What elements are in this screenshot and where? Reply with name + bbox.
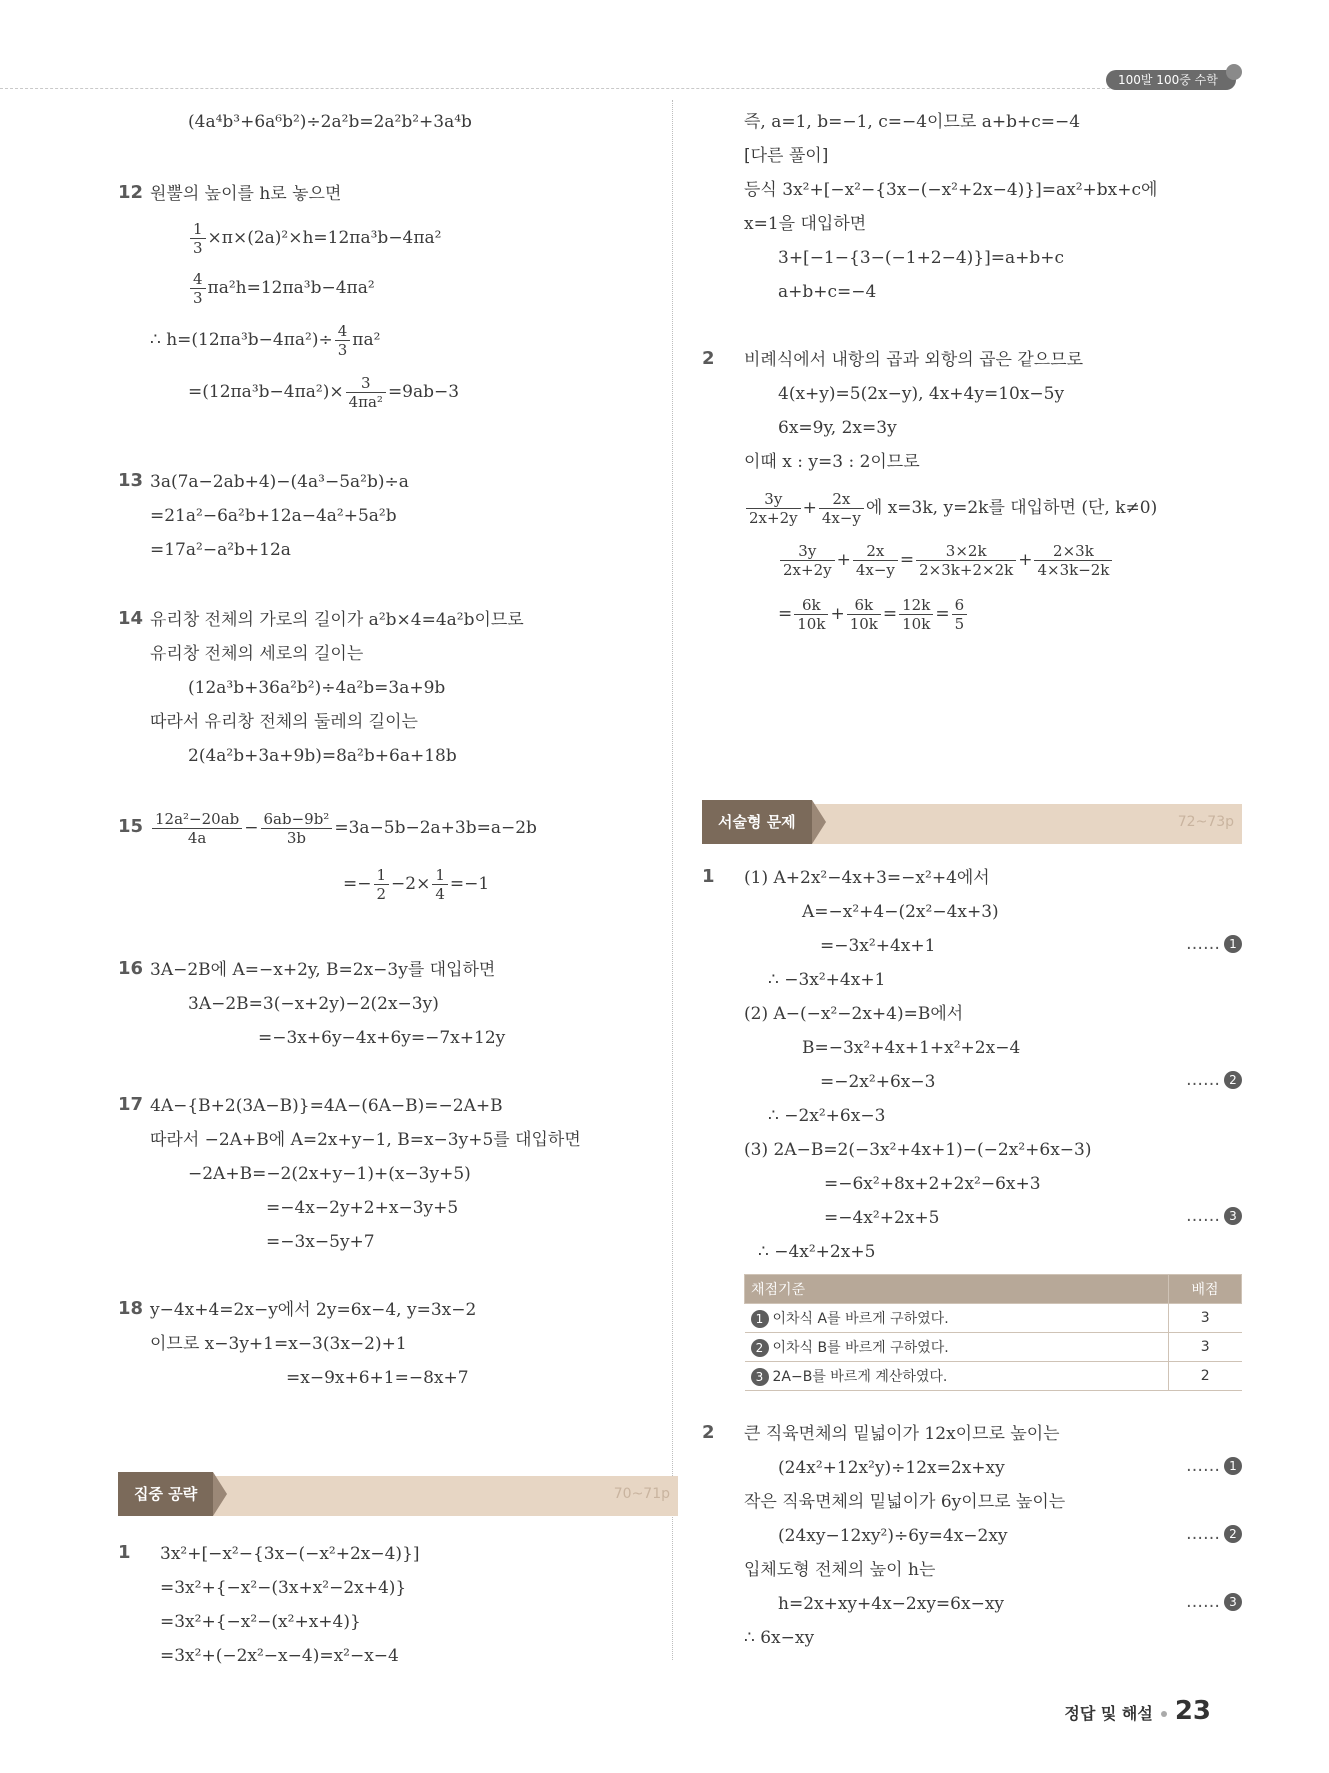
s1-b4: ∴ −2x²+6x−3 — [768, 1106, 886, 1126]
p14-l5: 2(4a²b+3a+9b)=8a²b+6a+18b — [188, 746, 457, 766]
q1-l2: =3x²+{−x²−(3x+x²−2x+4)} — [160, 1578, 407, 1598]
tag-dot-icon — [1226, 64, 1242, 80]
problem-number: 14 — [118, 608, 144, 629]
alt-solution-label: [다른 풀이] — [744, 146, 829, 166]
banner-pages: 72~73p — [1177, 814, 1234, 830]
fraction: $\frac{3y}{2x+2y}$ — [746, 490, 801, 527]
circle-number-icon: 3 — [751, 1368, 769, 1386]
fraction: $\frac{6k}{10k}$ — [847, 596, 881, 633]
c1-l4: x=1을 대입하면 — [744, 214, 867, 234]
q2-l4: 이때 x : y=3 : 2이므로 — [744, 452, 920, 472]
s2-l2: (24x²+12x²y)÷12x=2x+xy — [778, 1458, 1005, 1478]
problem-number: 2 — [702, 1422, 715, 1443]
table-header: 채점기준 — [745, 1275, 1169, 1304]
score-mark-3: …… 3 — [1186, 1592, 1242, 1612]
separator-dot-icon — [1161, 1711, 1167, 1717]
table-row — [745, 1362, 1242, 1391]
fraction: $\frac{2\times 3k}{4\times 3k-2k}$ — [1034, 542, 1112, 579]
fraction: $\frac{2x}{4x-y}$ — [819, 490, 864, 527]
p15-l2: =− $\frac{1}{2}$ −2× $\frac{1}{4}$ =−1 — [343, 866, 490, 903]
s2-l1: 큰 직육면체의 밑넓이가 12x이므로 높이는 — [744, 1424, 1060, 1444]
score-mark-2: …… 2 — [1186, 1070, 1242, 1090]
problem-number: 17 — [118, 1094, 144, 1115]
q2-l2: 4(x+y)=5(2x−y), 4x+4y=10x−5y — [778, 384, 1065, 404]
p18-l1: y−4x+4=2x−y에서 2y=6x−4, y=3x−2 — [150, 1300, 477, 1320]
s1-a1: (1) A+2x²−4x+3=−x²+4에서 — [744, 868, 990, 888]
banner-title: 서술형 문제 — [702, 800, 812, 844]
page-number: 23 — [1174, 1696, 1211, 1726]
s1-a2: A=−x²+4−(2x²−4x+3) — [802, 902, 999, 922]
p13-l3: =17a²−a²b+12a — [150, 540, 291, 560]
s2-l7: ∴ 6x−xy — [744, 1628, 815, 1648]
problem-number: 2 — [702, 348, 715, 369]
p11-line: (4a⁴b³+6a⁶b²)÷2a²b=2a²b²+3a⁴b — [188, 112, 472, 132]
q1-l4: =3x²+(−2x²−x−4)=x²−x−4 — [160, 1646, 399, 1666]
fraction: $\frac{\text{12a²−20ab}}{4a}$ — [152, 810, 242, 847]
book-tag-label: 100발 100중 수학 — [1118, 73, 1218, 87]
circle-number-icon: 1 — [751, 1310, 769, 1328]
top-rule — [0, 88, 1110, 89]
c1-l1: 즉, a=1, b=−1, c=−4이므로 a+b+c=−4 — [744, 112, 1081, 132]
p12-l1: $\frac{1}{3}$ ×π×(2a)²×h=12πa³b−4πa² — [188, 220, 442, 257]
fraction: $\frac{6k}{10k}$ — [794, 596, 828, 633]
criterion-text: 2A−B를 바르게 계산하였다. — [772, 1369, 948, 1385]
s1-b2: B=−3x²+4x+1+x²+2x−4 — [802, 1038, 1021, 1058]
fraction: $\frac{1}{2}$ — [374, 866, 390, 903]
column-divider — [672, 100, 673, 1660]
problem-number: 16 — [118, 958, 144, 979]
circle-number-icon: 1 — [1224, 1457, 1242, 1475]
table-row — [745, 1333, 1242, 1362]
p13-l2: =21a²−6a²b+12a−4a²+5a²b — [150, 506, 397, 526]
fraction: $\frac{2x}{4x-y}$ — [853, 542, 898, 579]
problem-number: 15 — [118, 816, 144, 837]
c1-l5: 3+[−1−{3−(−1+2−4)}]=a+b+c — [778, 248, 1065, 268]
problem-number: 13 — [118, 470, 144, 491]
table-row — [745, 1304, 1242, 1333]
circle-number-icon: 3 — [1224, 1207, 1242, 1225]
s1-c3: =−4x²+2x+5 — [824, 1208, 940, 1228]
p18-l3: =x−9x+6+1=−8x+7 — [286, 1368, 469, 1388]
section-banner-descriptive — [702, 804, 1242, 844]
p14-l4: 따라서 유리창 전체의 둘레의 길이는 — [150, 712, 418, 732]
s1-c2: =−6x²+8x+2+2x²−6x+3 — [824, 1174, 1041, 1194]
score-mark-3: …… 3 — [1186, 1206, 1242, 1226]
section-banner-focus — [118, 1476, 678, 1516]
p14-l3: (12a³b+36a²b²)÷4a²b=3a+9b — [188, 678, 446, 698]
problem-number: 12 — [118, 182, 144, 203]
c1-l3: 등식 3x²+[−x²−{3x−(−x²+2x−4)}]=ax²+bx+c에 — [744, 180, 1158, 200]
q2-l7: = $\frac{6k}{10k}$ + $\frac{6k}{10k}$ = $\frac{12k}{10k}$ = $\frac{6}{5}$ — [778, 596, 969, 633]
problem-number: 1 — [118, 1542, 131, 1563]
score-mark-1: …… 1 — [1186, 1456, 1242, 1476]
s1-c4: ∴ −4x²+2x+5 — [758, 1242, 876, 1262]
s2-l4: (24xy−12xy²)÷6y=4x−2xy — [778, 1526, 1008, 1546]
p17-l4: =−4x−2y+2+x−3y+5 — [266, 1198, 459, 1218]
fraction: $\frac{3\times 2k}{2\times 3k+2\times 2k}$ — [916, 542, 1016, 579]
s1-b1: (2) A−(−x²−2x+4)=B에서 — [744, 1004, 964, 1024]
problem-number: 1 — [702, 866, 715, 887]
criterion-text: 이차식 A를 바르게 구하였다. — [772, 1311, 949, 1327]
banner-title: 집중 공략 — [118, 1472, 213, 1516]
q2-l6: $\frac{3y}{2x+2y}$ + $\frac{2x}{4x-y}$ = $\frac{3\times 2k}{2\times 3k+2\times 2k}$ + $\frac{2\times 3k}{4\times 3k-2k}$ — [778, 542, 1114, 579]
fraction: $\frac{4}{3}$ — [335, 322, 351, 359]
fraction: $\frac{3y}{2x+2y}$ — [780, 542, 835, 579]
circle-number-icon: 1 — [1224, 935, 1242, 953]
p17-l1: 4A−{B+2(3A−B)}=4A−(6A−B)=−2A+B — [150, 1096, 503, 1116]
fraction: $\frac{4}{3}$ — [190, 270, 206, 307]
c1-l6: a+b+c=−4 — [778, 282, 877, 302]
p12-l3: ∴ h=(12πa³b−4πa²)÷ $\frac{4}{3}$ πa² — [150, 322, 381, 359]
circle-number-icon: 3 — [1224, 1593, 1242, 1611]
s1-a3: =−3x²+4x+1 — [820, 936, 936, 956]
circle-number-icon: 2 — [1224, 1525, 1242, 1543]
q1-l3: =3x²+{−x²−(x²+x+4)} — [160, 1612, 361, 1632]
circle-number-icon: 2 — [751, 1339, 769, 1357]
q2-l3: 6x=9y, 2x=3y — [778, 418, 897, 438]
p12-intro: 원뿔의 높이를 h로 놓으면 — [150, 184, 342, 204]
s2-l6: h=2x+xy+4x−2xy=6x−xy — [778, 1594, 1005, 1614]
p16-l2: 3A−2B=3(−x+2y)−2(2x−3y) — [188, 994, 439, 1014]
score-mark-2: …… 2 — [1186, 1524, 1242, 1544]
score-mark-1: …… 1 — [1186, 934, 1242, 954]
problem-number: 18 — [118, 1298, 144, 1319]
p14-l1: 유리창 전체의 가로의 길이가 a²b×4=4a²b이므로 — [150, 610, 524, 630]
score-value: 2 — [1169, 1362, 1242, 1391]
s1-c1: (3) 2A−B=2(−3x²+4x+1)−(−2x²+6x−3) — [744, 1140, 1092, 1160]
p12-l4: =(12πa³b−4πa²)× $\frac{3}{\text{4πa²}}$ =9ab−3 — [188, 374, 460, 411]
page-footer — [1064, 1696, 1211, 1726]
p18-l2: 이므로 x−3y+1=x−3(3x−2)+1 — [150, 1334, 407, 1354]
p16-l3: =−3x+6y−4x+6y=−7x+12y — [258, 1028, 506, 1048]
score-value: 3 — [1169, 1304, 1242, 1333]
q1-l1: 3x²+[−x²−{3x−(−x²+2x−4)}] — [160, 1544, 420, 1564]
s2-l3: 작은 직육면체의 밑넓이가 6y이므로 높이는 — [744, 1492, 1066, 1512]
p17-l2: 따라서 −2A+B에 A=2x+y−1, B=x−3y+5를 대입하면 — [150, 1130, 581, 1150]
p12-l2: $\frac{4}{3}$ πa²h=12πa³b−4πa² — [188, 270, 375, 307]
footer-label: 정답 및 해설 — [1064, 1704, 1153, 1723]
fraction: $\frac{1}{4}$ — [432, 866, 448, 903]
score-value: 3 — [1169, 1333, 1242, 1362]
book-tag — [1106, 70, 1236, 90]
s1-a4: ∴ −3x²+4x+1 — [768, 970, 886, 990]
p15-l1: $\frac{\text{12a²−20ab}}{4a}$ − $\frac{\text{6ab−9b²}}{3b}$ =3a−5b−2a+3b=a−2b — [150, 810, 537, 847]
fraction: $\frac{\text{6ab−9b²}}{3b}$ — [261, 810, 333, 847]
fraction: $\frac{6}{5}$ — [952, 596, 968, 633]
p17-l3: −2A+B=−2(2x+y−1)+(x−3y+5) — [188, 1164, 471, 1184]
fraction: $\frac{12k}{10k}$ — [899, 596, 933, 633]
s1-b3: =−2x²+6x−3 — [820, 1072, 936, 1092]
scoring-table — [744, 1274, 1242, 1391]
criterion-text: 이차식 B를 바르게 구하였다. — [772, 1340, 949, 1356]
p14-l2: 유리창 전체의 세로의 길이는 — [150, 644, 364, 664]
fraction: $\frac{1}{3}$ — [190, 220, 206, 257]
p16-l1: 3A−2B에 A=−x+2y, B=2x−3y를 대입하면 — [150, 960, 496, 980]
q2-l1: 비례식에서 내항의 곱과 외항의 곱은 같으므로 — [744, 350, 1084, 370]
p13-l1: 3a(7a−2ab+4)−(4a³−5a²b)÷a — [150, 472, 409, 492]
fraction: $\frac{3}{\text{4πa²}}$ — [346, 374, 386, 411]
q2-l5: $\frac{3y}{2x+2y}$ + $\frac{2x}{4x-y}$ 에 x=3k, y=2k를 대입하면 (단, k≠0) — [744, 490, 1157, 527]
circle-number-icon: 2 — [1224, 1071, 1242, 1089]
table-header: 배점 — [1169, 1275, 1242, 1304]
s2-l5: 입체도형 전체의 높이 h는 — [744, 1560, 936, 1580]
banner-pages: 70~71p — [613, 1486, 670, 1502]
p17-l5: =−3x−5y+7 — [266, 1232, 375, 1252]
